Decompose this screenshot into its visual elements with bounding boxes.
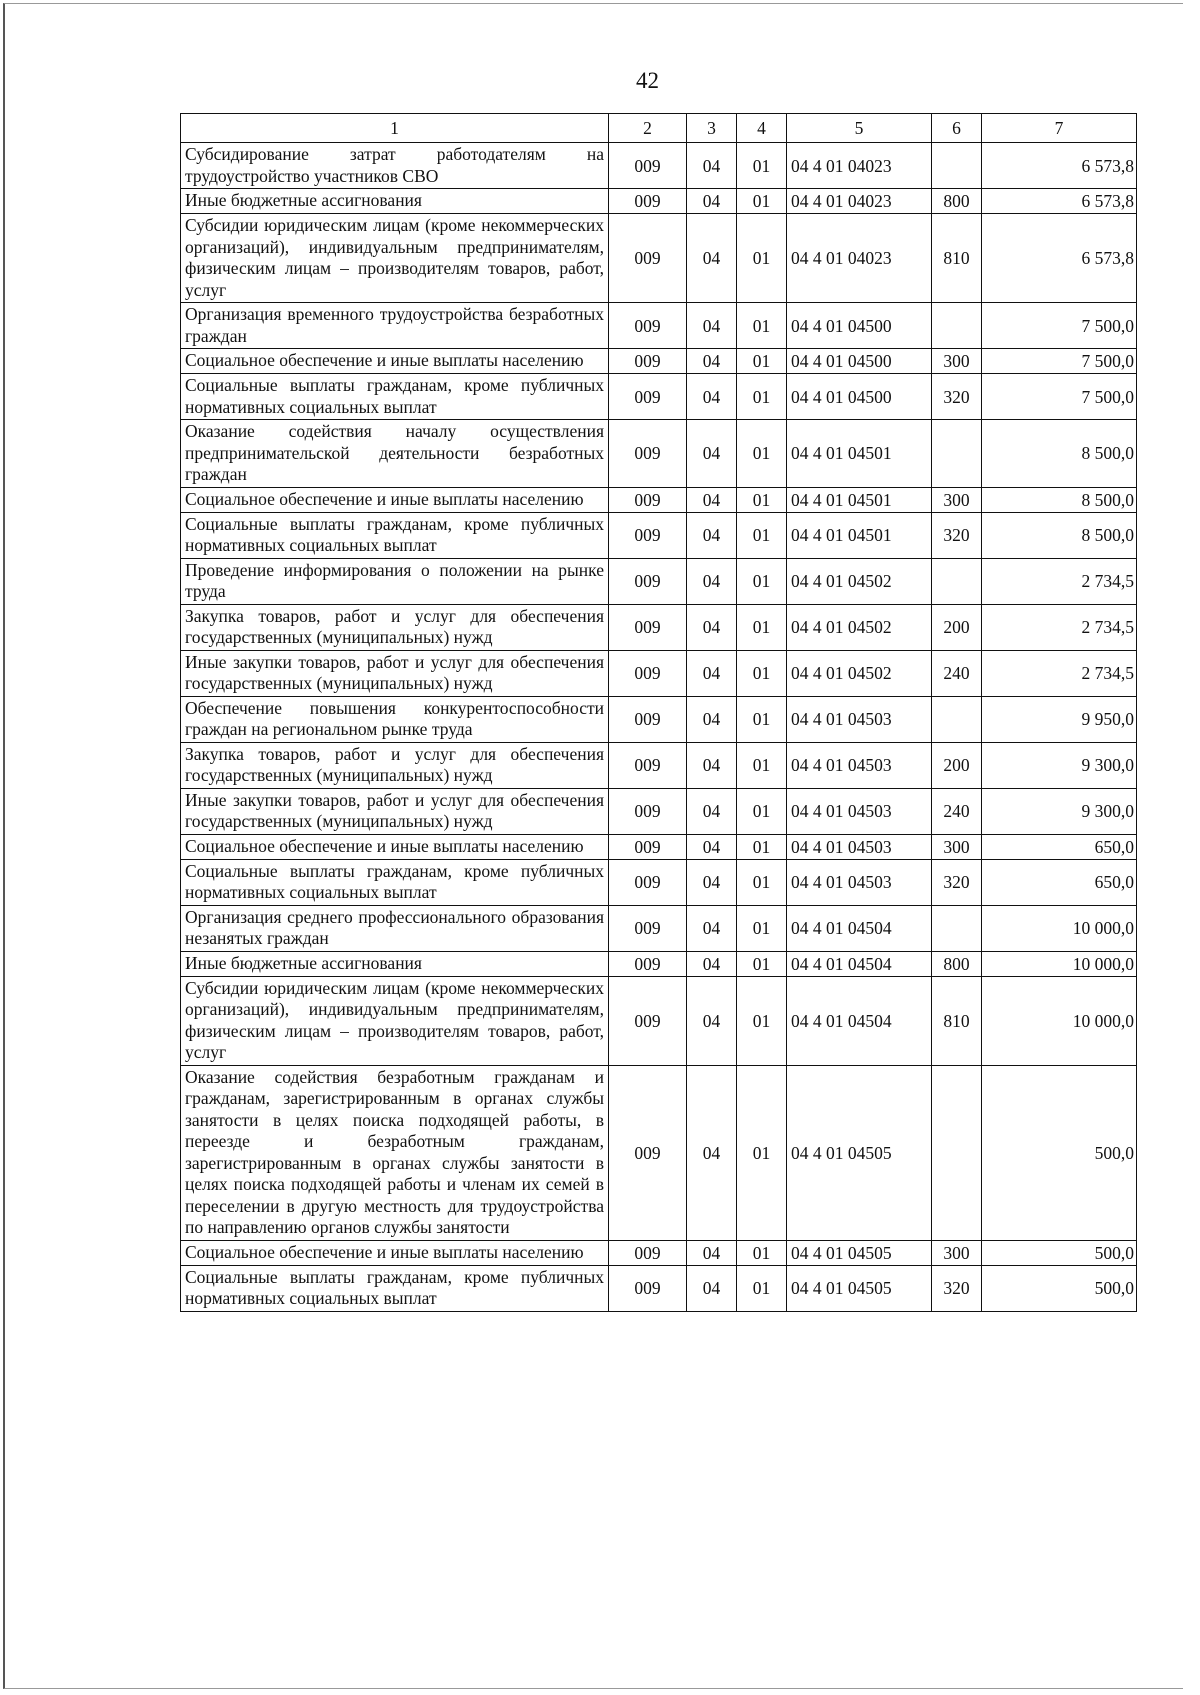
row-expense-type: 200 xyxy=(932,742,982,788)
row-admin-code: 009 xyxy=(609,420,687,488)
row-target-article: 04 4 01 04500 xyxy=(787,349,932,374)
row-name: Обеспечение повышения конкурентоспособности граждан на региональном рынке труда xyxy=(181,696,609,742)
row-section: 04 xyxy=(687,788,737,834)
row-target-article: 04 4 01 04504 xyxy=(787,976,932,1065)
row-name: Субсидии юридическим лицам (кроме некоммерческих организаций), индивидуальным предпринимателям, физическим лицам – производителям товаров, работ, услуг xyxy=(181,214,609,303)
row-target-article: 04 4 01 04501 xyxy=(787,420,932,488)
row-target-article: 04 4 01 04502 xyxy=(787,604,932,650)
row-amount: 9 950,0 xyxy=(982,696,1137,742)
row-target-article: 04 4 01 04502 xyxy=(787,650,932,696)
row-section: 04 xyxy=(687,834,737,859)
table-row xyxy=(181,834,1137,859)
header-cell-3: 3 xyxy=(687,114,737,143)
row-subsection: 01 xyxy=(737,189,787,214)
row-name: Социальные выплаты гражданам, кроме публичных нормативных социальных выплат xyxy=(181,374,609,420)
table-body xyxy=(181,143,1137,1312)
row-name: Оказание содействия началу осуществления предпринимательской деятельности безработных граждан xyxy=(181,420,609,488)
row-amount: 7 500,0 xyxy=(982,349,1137,374)
row-amount: 6 573,8 xyxy=(982,189,1137,214)
row-name: Социальные выплаты гражданам, кроме публичных нормативных социальных выплат xyxy=(181,1265,609,1311)
row-target-article: 04 4 01 04502 xyxy=(787,558,932,604)
row-admin-code: 009 xyxy=(609,1065,687,1240)
row-expense-type xyxy=(932,1065,982,1240)
row-target-article: 04 4 01 04023 xyxy=(787,143,932,189)
budget-table xyxy=(180,113,1137,1312)
row-name: Иные закупки товаров, работ и услуг для обеспечения государственных (муниципальных) нужд xyxy=(181,788,609,834)
row-admin-code: 009 xyxy=(609,1265,687,1311)
row-section: 04 xyxy=(687,859,737,905)
table-row xyxy=(181,976,1137,1065)
row-expense-type xyxy=(932,558,982,604)
row-section: 04 xyxy=(687,1240,737,1265)
row-section: 04 xyxy=(687,214,737,303)
row-subsection: 01 xyxy=(737,859,787,905)
table-row xyxy=(181,420,1137,488)
row-subsection: 01 xyxy=(737,742,787,788)
header-cell-1: 1 xyxy=(181,114,609,143)
row-amount: 10 000,0 xyxy=(982,976,1137,1065)
table-row xyxy=(181,696,1137,742)
table-header xyxy=(181,114,1137,143)
row-expense-type: 800 xyxy=(932,189,982,214)
row-admin-code: 009 xyxy=(609,905,687,951)
header-cell-7: 7 xyxy=(982,114,1137,143)
row-name: Социальные выплаты гражданам, кроме публичных нормативных социальных выплат xyxy=(181,512,609,558)
row-subsection: 01 xyxy=(737,788,787,834)
row-amount: 500,0 xyxy=(982,1240,1137,1265)
row-section: 04 xyxy=(687,905,737,951)
header-cell-5: 5 xyxy=(787,114,932,143)
row-section: 04 xyxy=(687,512,737,558)
table-row xyxy=(181,604,1137,650)
row-subsection: 01 xyxy=(737,374,787,420)
table-row xyxy=(181,1265,1137,1311)
row-name: Оказание содействия безработным гражданам и гражданам, зарегистрированным в органах службы занятости в целях поиска подходящей работы, в переезде и безработным гражданам, зарегистрированным в органах службы занятости в целях поиска подходящей работы и членам их семей в переселении в другую местность для трудоустройства по направлению органов службы занятости xyxy=(181,1065,609,1240)
row-name: Социальное обеспечение и иные выплаты населению xyxy=(181,487,609,512)
page-number: 42 xyxy=(636,68,659,93)
row-name: Субсидии юридическим лицам (кроме некоммерческих организаций), индивидуальным предпринимателям, физическим лицам – производителям товаров, работ, услуг xyxy=(181,976,609,1065)
row-section: 04 xyxy=(687,742,737,788)
row-target-article: 04 4 01 04023 xyxy=(787,189,932,214)
table-row xyxy=(181,143,1137,189)
row-target-article: 04 4 01 04504 xyxy=(787,905,932,951)
table-row xyxy=(181,1065,1137,1240)
row-expense-type: 800 xyxy=(932,951,982,976)
table-row xyxy=(181,558,1137,604)
row-admin-code: 009 xyxy=(609,512,687,558)
row-amount: 2 734,5 xyxy=(982,650,1137,696)
row-target-article: 04 4 01 04504 xyxy=(787,951,932,976)
row-section: 04 xyxy=(687,420,737,488)
row-amount: 2 734,5 xyxy=(982,604,1137,650)
table-row xyxy=(181,487,1137,512)
row-name: Иные бюджетные ассигнования xyxy=(181,189,609,214)
row-expense-type xyxy=(932,420,982,488)
row-section: 04 xyxy=(687,558,737,604)
row-target-article: 04 4 01 04023 xyxy=(787,214,932,303)
table-row xyxy=(181,214,1137,303)
table-row xyxy=(181,788,1137,834)
row-amount: 6 573,8 xyxy=(982,143,1137,189)
row-section: 04 xyxy=(687,696,737,742)
row-target-article: 04 4 01 04503 xyxy=(787,859,932,905)
row-section: 04 xyxy=(687,650,737,696)
row-section: 04 xyxy=(687,976,737,1065)
row-amount: 7 500,0 xyxy=(982,303,1137,349)
row-amount: 650,0 xyxy=(982,859,1137,905)
row-subsection: 01 xyxy=(737,604,787,650)
row-admin-code: 009 xyxy=(609,214,687,303)
row-name: Иные закупки товаров, работ и услуг для обеспечения государственных (муниципальных) нужд xyxy=(181,650,609,696)
row-expense-type: 240 xyxy=(932,650,982,696)
table-row xyxy=(181,650,1137,696)
row-subsection: 01 xyxy=(737,143,787,189)
table-row xyxy=(181,512,1137,558)
row-target-article: 04 4 01 04501 xyxy=(787,487,932,512)
row-expense-type: 320 xyxy=(932,859,982,905)
row-target-article: 04 4 01 04503 xyxy=(787,788,932,834)
row-admin-code: 009 xyxy=(609,349,687,374)
row-expense-type: 300 xyxy=(932,487,982,512)
row-section: 04 xyxy=(687,1265,737,1311)
row-admin-code: 009 xyxy=(609,189,687,214)
row-admin-code: 009 xyxy=(609,742,687,788)
row-subsection: 01 xyxy=(737,1240,787,1265)
row-admin-code: 009 xyxy=(609,859,687,905)
row-expense-type: 320 xyxy=(932,1265,982,1311)
row-admin-code: 009 xyxy=(609,487,687,512)
header-row xyxy=(181,114,1137,143)
header-cell-2: 2 xyxy=(609,114,687,143)
row-admin-code: 009 xyxy=(609,650,687,696)
row-admin-code: 009 xyxy=(609,143,687,189)
row-name: Закупка товаров, работ и услуг для обеспечения государственных (муниципальных) нужд xyxy=(181,604,609,650)
row-section: 04 xyxy=(687,189,737,214)
row-amount: 2 734,5 xyxy=(982,558,1137,604)
row-target-article: 04 4 01 04505 xyxy=(787,1265,932,1311)
row-admin-code: 009 xyxy=(609,976,687,1065)
row-target-article: 04 4 01 04500 xyxy=(787,303,932,349)
table-row xyxy=(181,374,1137,420)
row-admin-code: 009 xyxy=(609,374,687,420)
row-amount: 7 500,0 xyxy=(982,374,1137,420)
row-admin-code: 009 xyxy=(609,303,687,349)
row-subsection: 01 xyxy=(737,420,787,488)
row-expense-type: 300 xyxy=(932,834,982,859)
table-row xyxy=(181,951,1137,976)
row-subsection: 01 xyxy=(737,512,787,558)
row-section: 04 xyxy=(687,303,737,349)
row-expense-type: 320 xyxy=(932,512,982,558)
row-section: 04 xyxy=(687,143,737,189)
table-row xyxy=(181,742,1137,788)
row-section: 04 xyxy=(687,487,737,512)
table-row xyxy=(181,1240,1137,1265)
row-amount: 500,0 xyxy=(982,1265,1137,1311)
row-admin-code: 009 xyxy=(609,696,687,742)
row-subsection: 01 xyxy=(737,951,787,976)
row-expense-type: 300 xyxy=(932,1240,982,1265)
row-expense-type: 200 xyxy=(932,604,982,650)
row-section: 04 xyxy=(687,349,737,374)
row-target-article: 04 4 01 04501 xyxy=(787,512,932,558)
row-expense-type: 810 xyxy=(932,976,982,1065)
row-name: Субсидирование затрат работодателям на трудоустройство участников СВО xyxy=(181,143,609,189)
row-amount: 8 500,0 xyxy=(982,487,1137,512)
row-expense-type: 810 xyxy=(932,214,982,303)
header-cell-4: 4 xyxy=(737,114,787,143)
row-subsection: 01 xyxy=(737,696,787,742)
row-subsection: 01 xyxy=(737,303,787,349)
table-row xyxy=(181,189,1137,214)
table-row xyxy=(181,905,1137,951)
row-subsection: 01 xyxy=(737,1065,787,1240)
row-name: Социальные выплаты гражданам, кроме публичных нормативных социальных выплат xyxy=(181,859,609,905)
row-admin-code: 009 xyxy=(609,951,687,976)
table-row xyxy=(181,859,1137,905)
row-subsection: 01 xyxy=(737,650,787,696)
row-subsection: 01 xyxy=(737,976,787,1065)
row-expense-type xyxy=(932,696,982,742)
row-amount: 650,0 xyxy=(982,834,1137,859)
row-section: 04 xyxy=(687,951,737,976)
row-name: Иные бюджетные ассигнования xyxy=(181,951,609,976)
row-expense-type xyxy=(932,303,982,349)
row-target-article: 04 4 01 04505 xyxy=(787,1240,932,1265)
row-amount: 6 573,8 xyxy=(982,214,1137,303)
row-amount: 9 300,0 xyxy=(982,788,1137,834)
row-section: 04 xyxy=(687,604,737,650)
header-cell-6: 6 xyxy=(932,114,982,143)
table-row xyxy=(181,303,1137,349)
row-name: Социальное обеспечение и иные выплаты населению xyxy=(181,349,609,374)
row-name: Закупка товаров, работ и услуг для обеспечения государственных (муниципальных) нужд xyxy=(181,742,609,788)
row-target-article: 04 4 01 04505 xyxy=(787,1065,932,1240)
row-target-article: 04 4 01 04503 xyxy=(787,834,932,859)
row-name: Социальное обеспечение и иные выплаты населению xyxy=(181,834,609,859)
row-expense-type xyxy=(932,143,982,189)
row-target-article: 04 4 01 04500 xyxy=(787,374,932,420)
row-admin-code: 009 xyxy=(609,558,687,604)
row-name: Социальное обеспечение и иные выплаты населению xyxy=(181,1240,609,1265)
row-amount: 10 000,0 xyxy=(982,905,1137,951)
row-subsection: 01 xyxy=(737,349,787,374)
row-subsection: 01 xyxy=(737,558,787,604)
row-name: Организация среднего профессионального образования незанятых граждан xyxy=(181,905,609,951)
row-subsection: 01 xyxy=(737,487,787,512)
row-amount: 8 500,0 xyxy=(982,420,1137,488)
row-subsection: 01 xyxy=(737,214,787,303)
row-amount: 9 300,0 xyxy=(982,742,1137,788)
row-admin-code: 009 xyxy=(609,1240,687,1265)
row-expense-type: 320 xyxy=(932,374,982,420)
row-expense-type: 300 xyxy=(932,349,982,374)
row-subsection: 01 xyxy=(737,834,787,859)
row-expense-type: 240 xyxy=(932,788,982,834)
row-amount: 10 000,0 xyxy=(982,951,1137,976)
row-target-article: 04 4 01 04503 xyxy=(787,696,932,742)
row-target-article: 04 4 01 04503 xyxy=(787,742,932,788)
row-name: Проведение информирования о положении на рынке труда xyxy=(181,558,609,604)
row-subsection: 01 xyxy=(737,905,787,951)
row-admin-code: 009 xyxy=(609,604,687,650)
row-section: 04 xyxy=(687,1065,737,1240)
row-admin-code: 009 xyxy=(609,834,687,859)
row-section: 04 xyxy=(687,374,737,420)
row-name: Организация временного трудоустройства безработных граждан xyxy=(181,303,609,349)
row-subsection: 01 xyxy=(737,1265,787,1311)
row-amount: 500,0 xyxy=(982,1065,1137,1240)
table-row xyxy=(181,349,1137,374)
row-amount: 8 500,0 xyxy=(982,512,1137,558)
row-expense-type xyxy=(932,905,982,951)
row-admin-code: 009 xyxy=(609,788,687,834)
